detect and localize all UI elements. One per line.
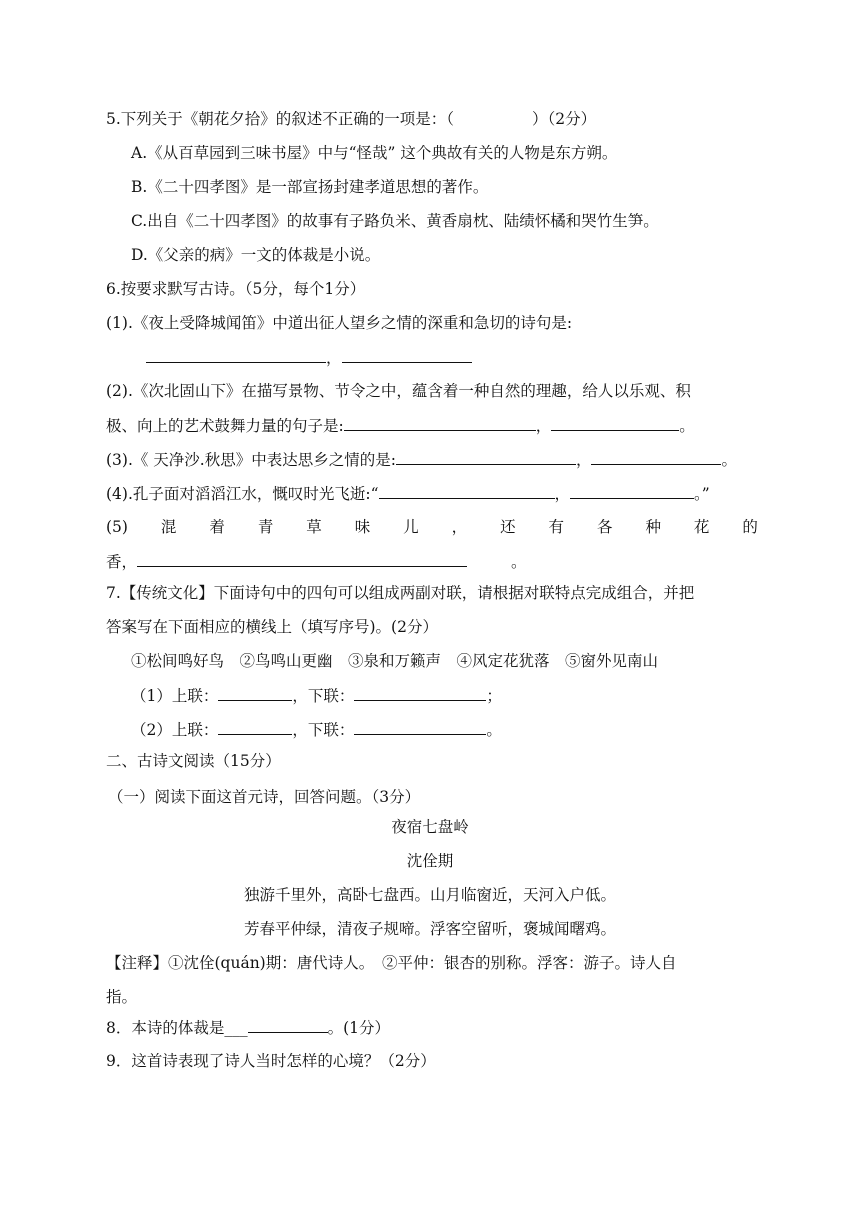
q6-item2-line2 (106, 414, 695, 437)
q6-item5-char: 花 (693, 518, 710, 536)
q6-item5-line2 (106, 550, 527, 573)
q6-item1-answers (146, 346, 472, 369)
q6-item5-char: 儿 (403, 518, 419, 536)
q5-stem (106, 108, 596, 130)
poem-line-2: 芳春平仲绿，清夜子规啼。浮客空留听，褒城闻曙鸡。 (243, 920, 616, 938)
q6-item1-sep: ， (326, 349, 342, 367)
q5-option-b: B.《二十四孝图》是一部宣扬封建孝道思想的著作。 (131, 178, 489, 196)
q6-item2-line2-text: 极、向上的艺术鼓舞力量的句子是: (106, 417, 344, 435)
q6-item3 (106, 448, 737, 471)
q6-item5-char: 着 (209, 518, 225, 536)
q7-pair2-lower-blank[interactable] (354, 718, 486, 735)
q6-item5-blank[interactable] (137, 550, 467, 567)
q6-item5-char: 青 (257, 518, 274, 536)
q6-item5-char: 味 (354, 518, 371, 536)
q7-pair2-upper-blank[interactable] (218, 718, 292, 735)
q6-item2-sep: ， (535, 417, 552, 435)
q8-stem (106, 1016, 390, 1039)
q6-item2-blank-1[interactable] (344, 414, 536, 431)
q6-item4-sep: ， (554, 485, 571, 503)
q6-item5-char: 的 (742, 518, 758, 536)
q6-item5-char: 各 (596, 518, 613, 536)
q7-stem-line1: 7.【传统文化】下面诗句中的四句可以组成两副对联，请根据对联特点完成组合，并把 (106, 584, 695, 602)
q6-item3-blank-1[interactable] (396, 448, 576, 465)
q7-pair1-lower-blank[interactable] (354, 684, 486, 701)
q7-pair2-mid: ，下联： (292, 721, 355, 739)
q7-pair-1 (131, 684, 502, 707)
q8-stem-end: 。(1分） (327, 1019, 391, 1037)
q5-stem-end: ）（2分） (532, 110, 597, 128)
q7-pair1-label: （1）上联： (131, 687, 219, 705)
q6-item2-blank-2[interactable] (551, 414, 679, 431)
q6-item4 (106, 482, 710, 505)
q7-pair1-upper-blank[interactable] (218, 684, 292, 701)
q6-item2-line1: (2).《次北固山下》在描写景物、节令之中，蕴含着一种自然的理趣，给人以乐观、积 (106, 382, 691, 400)
poem-title: 夜宿七盘岭 (391, 818, 469, 836)
q6-item5-char: 草 (306, 518, 322, 536)
q5-option-c: C.出自《二十四孝图》的故事有子路负米、黄香扇枕、陆绩怀橘和哭竹生笋。 (131, 212, 659, 230)
q6-item5-end: 。 (511, 553, 527, 571)
q5-option-a: A.《从百草园到三味书屋》中与“怪哉” 这个典故有关的人物是东方朔。 (131, 144, 618, 162)
section2-subsection: （一）阅读下面这首元诗，回答问题。（3分） (108, 788, 421, 806)
q6-item5-char: 种 (645, 518, 661, 536)
q7-pair2-end: 。 (486, 721, 502, 739)
q6-item5-char: ， (451, 518, 468, 536)
q6-item5-char: 混 (160, 518, 177, 536)
poem-note-line2: 指。 (106, 988, 138, 1006)
poem-note-line1: 【注释】①沈佺(quán)期：唐代诗人。 ②平仲：银杏的别称。浮客：游子。诗人自 (106, 954, 677, 972)
q6-item4-blank-2[interactable] (570, 482, 694, 499)
q7-pair-2 (131, 718, 502, 741)
q6-item4-text: (4).孔子面对滔滔江水，慨叹时光飞逝:“ (106, 485, 379, 503)
q6-item4-blank-1[interactable] (379, 482, 555, 499)
q6-item3-sep: ， (575, 451, 592, 469)
q6-item1: (1).《夜上受降城闻笛》中道出征人望乡之情的深重和急切的诗句是: (106, 314, 573, 332)
q6-item5-char: 还 (500, 518, 516, 536)
q8-stem-text: 8．本诗的体裁是___ (106, 1019, 248, 1037)
poem-author: 沈佺期 (406, 852, 454, 870)
q6-item4-end: 。” (694, 485, 710, 503)
q6-item3-blank-2[interactable] (591, 448, 721, 465)
q7-stem-line2: 答案写在下面相应的横线上（填写序号)。(2分） (106, 618, 438, 636)
q7-pair1-end: ； (486, 687, 502, 705)
q9-stem: 9．这首诗表现了诗人当时怎样的心境？（2分） (106, 1052, 436, 1070)
q6-item3-text: (3).《 天净沙.秋思》中表达思乡之情的是: (106, 451, 396, 469)
q6-stem: 6.按要求默写古诗。（5分，每个1分） (106, 280, 366, 298)
q6-item3-end: 。 (721, 451, 737, 469)
q7-choices: ①松间鸣好鸟 ②鸟鸣山更幽 ③泉和万籁声 ④风定花犹落 ⑤窗外见南山 (131, 652, 659, 670)
q6-item2-end: 。 (679, 417, 695, 435)
q7-pair1-mid: ，下联： (292, 687, 355, 705)
q6-item5-char: (5) (106, 518, 128, 536)
section2-title: 二、古诗文阅读（15分） (106, 752, 281, 770)
poem-line-1: 独游千里外，高卧七盘西。山月临窗近，天河入户低。 (243, 886, 616, 904)
q5-option-d: D.《父亲的病》一文的体裁是小说。 (131, 246, 381, 264)
q6-item5-line2-text: 香， (106, 553, 138, 571)
q6-item5-line1 (106, 516, 758, 538)
q8-answer-blank[interactable] (248, 1016, 328, 1033)
q5-stem-text: 5.下列关于《朝花夕拾》的叙述不正确的一项是：（ (106, 110, 455, 128)
q6-item1-blank-1[interactable] (146, 346, 326, 363)
q6-item5-char: 有 (548, 518, 565, 536)
q7-pair2-label: （2）上联： (131, 721, 219, 739)
q6-item1-blank-2[interactable] (342, 346, 472, 363)
